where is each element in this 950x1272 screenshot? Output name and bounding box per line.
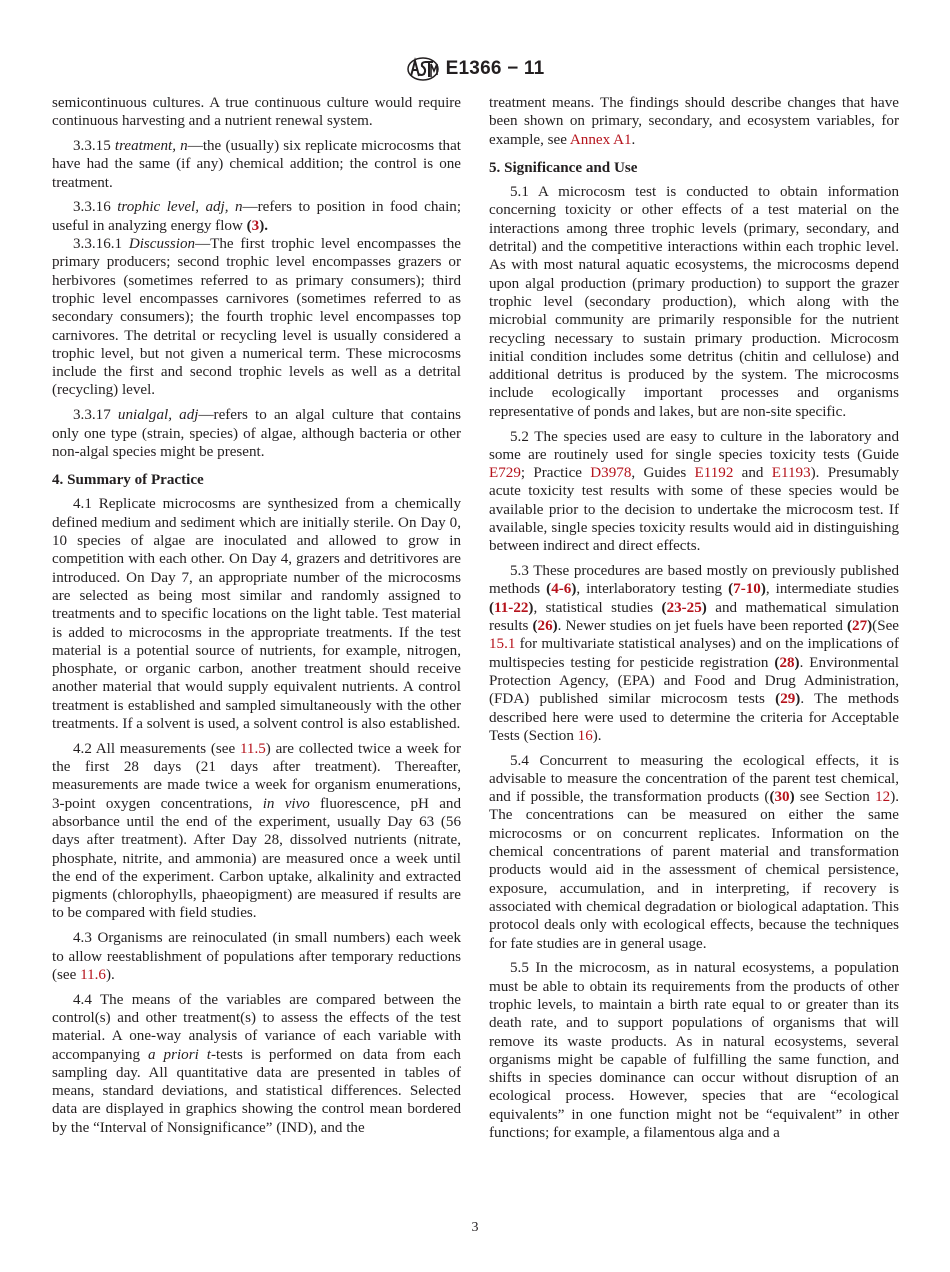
text-run: ) <box>701 599 707 616</box>
reference-link[interactable]: Annex A1 <box>569 131 632 148</box>
reference-link[interactable]: 12 <box>875 789 891 806</box>
text-run: ( <box>546 581 552 598</box>
astm-logo-icon <box>406 56 440 82</box>
text-run: ( <box>769 789 775 806</box>
text-run: and mathematical simulation results <box>489 599 899 635</box>
text-run: , Guides <box>631 465 695 482</box>
reference-link[interactable]: 11.5 <box>239 740 266 757</box>
reference-link[interactable]: 16 <box>577 727 593 744</box>
text-run: and <box>733 465 772 482</box>
text-run: —refers to position in food chain; useful in analyzing energy flow <box>52 199 462 234</box>
text-run: ). <box>105 966 115 983</box>
section-heading <box>489 159 899 177</box>
text-run: ) <box>794 654 800 671</box>
text-run: 4.4 The means of the variables are compared between the control(s) and other treatment(s) to assess the effects of the test material. A one-way analysis of variance of each variable with accompanying <box>52 991 461 1063</box>
text-run: ( <box>489 599 495 616</box>
text-run: ( <box>246 217 252 234</box>
text-run: 5.3 These procedures are based mostly on previously published methods <box>489 563 899 598</box>
text-run: ) <box>528 599 534 616</box>
reference-link[interactable]: 28 <box>779 654 795 671</box>
text-run: 4.1 Replicate microcosms are synthesized from a chemically defined medium and sediment which are initially sterile. On Day 0, 10 species of algae are inoculated and allowed to grow in competition with each other. On Day 4, grazers and detritivores are introduced. On Day 7, an appropriate number of the microcosms are selected as being most similar and randomly assigned to treatments and to specific locations on the light table. Test material is added to microcosms in the appropriate treatments. If the test material is a potential source of nutrients, for example, nitrogen, phosphate, or organic carbon, another treatment should receive another material that would supply equivalent nutrients. A control treatment is established and sampled simultaneously with the other treatments. If a solvent is used, a solvent control is also established. <box>52 496 461 732</box>
italic-term: trophic level, adj, n <box>117 199 243 216</box>
text-run: ). The concentrations can be measured on either the same microcosms or on concurrent replicates. Information on the chemical concentrations of parent material and transformation products would aid in the assessment of chemical persistence, exposure, accumulation, and in interpreting, if recovery is associated with chemical degradation or biological adaptation. This protocol deals only with ecological effects, because the techniques for fate studies are in general usage. <box>489 789 899 952</box>
text-run: 4.2 All measurements (see <box>73 740 240 757</box>
reference-link[interactable]: 7-10 <box>733 581 761 598</box>
text-run: see Section <box>794 789 876 806</box>
reference-link[interactable]: 30 <box>774 789 790 806</box>
text-run: 5. Significance and Use <box>489 159 638 176</box>
text-run: fluorescence, pH and absorbance until the end of the experiment, usually Day 63 (56 days after treatment). After Day 28, dissolved nutrients (nitrate, phosphate, nitrite, and ammonia) are measured once a week until the end of the experiment. Carbon uptake, alkalinity and extracted pigments (chlorophylls, phaeopigment) are measured if results are to be compared with field studies. <box>52 795 461 922</box>
reference-link[interactable]: 4-6 <box>551 581 572 598</box>
text-run: 3.3.16.1 <box>73 236 129 253</box>
paragraph <box>489 562 899 745</box>
paragraph <box>52 740 461 923</box>
section-heading <box>52 471 461 489</box>
reference-link[interactable]: 11.6 <box>80 966 106 983</box>
text-run: ). <box>259 217 269 234</box>
reference-link[interactable]: 29 <box>780 691 796 708</box>
reference-link[interactable]: 26 <box>537 618 553 635</box>
text-run: . Newer studies on jet fuels have been reported <box>557 618 848 635</box>
text-run: , statistical studies <box>533 599 662 616</box>
text-run: 5.1 A microcosm test is conducted to obtain information concerning toxicity or other effects of a test material on the interactions among three trophic levels (primary, secondary, and detrital) and the competitive interactions within each trophic level. As with most natural aquatic ecosystems, the microcosms depend upon algal production (primary production) to support the grazer trophic level (secondary production), which along with the microbial community are primarily responsible for the nutrient recycling necessary to sustain primary production. Microcosm initial condition includes some detritus (chitin and cellulose) and additional detritus is produced by the system. The microcosms include ecologically important processes and organisms representative of ponds and lakes, but are non-site specific. <box>489 184 899 420</box>
paragraph <box>52 406 461 461</box>
document-id: E1366 − 11 <box>445 58 545 79</box>
text-run: 5.2 The species used are easy to culture in the laboratory and some are routinely used for single species toxicity tests (Guide <box>489 428 899 463</box>
italic-term: Discussion <box>128 236 196 253</box>
right-column <box>489 94 899 1149</box>
reference-link[interactable]: 27 <box>852 618 868 635</box>
page-header <box>0 56 950 82</box>
text-run: 3.3.15 <box>73 138 115 155</box>
text-run: . The methods described here were used to determine the criteria for Acceptable Tests (Section <box>489 691 899 744</box>
paragraph <box>52 137 461 192</box>
text-run: . <box>631 131 636 148</box>
paragraph <box>489 183 899 421</box>
paragraph <box>52 929 461 984</box>
italic-term: in vivo <box>262 795 310 812</box>
text-run: . Environmental Protection Agency, (EPA) and Food and Drug Administration, (FDA) published similar microcosm tests <box>489 654 899 708</box>
text-run: ( <box>728 581 734 598</box>
paragraph <box>52 198 461 235</box>
text-run: ) <box>795 691 801 708</box>
text-run: 5.4 Concurrent to measuring the ecological effects, it is advisable to measure the concentration of the parent test chemical, and if possible, the transformation products ( <box>489 752 899 806</box>
text-run: 3.3.17 <box>73 407 118 424</box>
text-run: ( <box>775 691 781 708</box>
text-run: —the (usually) six replicate microcosms that have had the same (if any) chemical addition; the control is one treatment. <box>52 138 461 191</box>
paragraph <box>489 752 899 953</box>
text-run: ( <box>532 618 538 635</box>
text-run: —refers to an algal culture that contains only one type (strain, species) of algae, although bacteria or other non-algal species might be present. <box>52 407 462 460</box>
text-run: ; Practice <box>520 465 591 482</box>
text-run: , intermediate studies <box>765 581 900 598</box>
left-column <box>52 94 461 1144</box>
reference-link[interactable]: 3 <box>251 217 260 234</box>
text-run: ) <box>552 618 558 635</box>
reference-link[interactable]: E729 <box>489 465 521 482</box>
reference-link[interactable]: E1192 <box>694 465 734 482</box>
paragraph <box>52 495 461 733</box>
text-run: , interlaboratory testing <box>576 581 729 598</box>
text-run: ) <box>571 581 577 598</box>
text-run: ) are collected twice a week for the first 28 days (21 days after treatment). Thereafter, measurements are made twice a week for organism enumerations, 3-point oxygen concentrations, <box>52 740 461 812</box>
page-number: 3 <box>471 1220 479 1235</box>
italic-term: unialgal, adj <box>117 407 199 424</box>
italic-term: treatment, n <box>114 138 188 155</box>
text-run: ( <box>661 599 667 616</box>
italic-term: a priori t <box>148 1046 211 1063</box>
text-run: semicontinuous cultures. A true continuous culture would require continuous harvesting and a nutrient renewal system. <box>52 95 461 130</box>
text-run: treatment means. The findings should describe changes that have been shown on primary, secondary, and ecosystem variables, for example, see <box>489 95 899 148</box>
paragraph <box>489 94 899 149</box>
text-run: for multivariate statistical analyses) and on the implications of multispecies testing for pesticide registration <box>489 636 899 671</box>
text-run: ( <box>847 618 853 635</box>
text-run: 4.3 Organisms are reinoculated (in small numbers) each week to allow reestablishment of populations after temporary reductions (see <box>52 930 461 983</box>
text-run: (See <box>872 618 899 635</box>
paragraph <box>52 94 461 131</box>
reference-link[interactable]: 15.1 <box>489 636 516 653</box>
text-run: ). <box>592 727 602 744</box>
paragraph <box>52 235 461 400</box>
text-run: ) <box>760 581 766 598</box>
text-run: 4. Summary of Practice <box>52 472 204 489</box>
reference-link[interactable]: D3978 <box>590 465 632 482</box>
text-run: -tests is performed on data from each sampling day. All quantitative data are presented in tables of means, standard deviations, and statistical differences. Selected data are displayed in graphics showing the control mean bordered by the “Interval of Nonsignificance” (IND), and the <box>52 1046 461 1136</box>
paragraph <box>52 991 461 1137</box>
text-run: ( <box>774 654 780 671</box>
reference-link[interactable]: E1193 <box>771 465 811 482</box>
text-run: ). Presumably acute toxicity test results with some of these species would be available prior to the decision to undertake the microcosm test. If available, single species toxicity results would aid in distinguishing between indirect and direct effects. <box>489 465 899 555</box>
text-run: 3.3.16 <box>73 199 118 216</box>
paragraph <box>489 428 899 556</box>
text-run: ) <box>867 618 873 635</box>
text-run: 5.5 In the microcosm, as in natural ecosystems, a population must be able to obtain its requirements from the products of other trophic levels, to maintain a birth rate equal to or greater than its death rate, and to support populations of organisms that will remove its waste products. As in natural ecosystems, several organisms might be capable of fulfilling the same function, and shifts in species dominance can occur without disruption of an ecological process. However, species that are “ecological equivalents” in one function might not be “equivalent” in other functions; for example, a filamentous alga and a <box>489 960 899 1142</box>
reference-link[interactable]: 23-25 <box>666 599 702 616</box>
text-run: ) <box>789 789 795 806</box>
text-run: —The first trophic level encompasses the primary producers; second trophic level encompasses grazers or herbivores (sometimes referred to as primary consumers); third trophic level encompasses carnivores (sometimes referred to as secondary consumers); the fourth trophic level encompasses top carnivores. The detrital or recycling level is usually considered a trophic level, but not given a numerical term. These microcosms include the first and second trophic levels as well as a detrital (recycling) level. <box>52 236 461 399</box>
reference-link[interactable]: 11-22 <box>494 599 529 616</box>
paragraph <box>489 959 899 1142</box>
